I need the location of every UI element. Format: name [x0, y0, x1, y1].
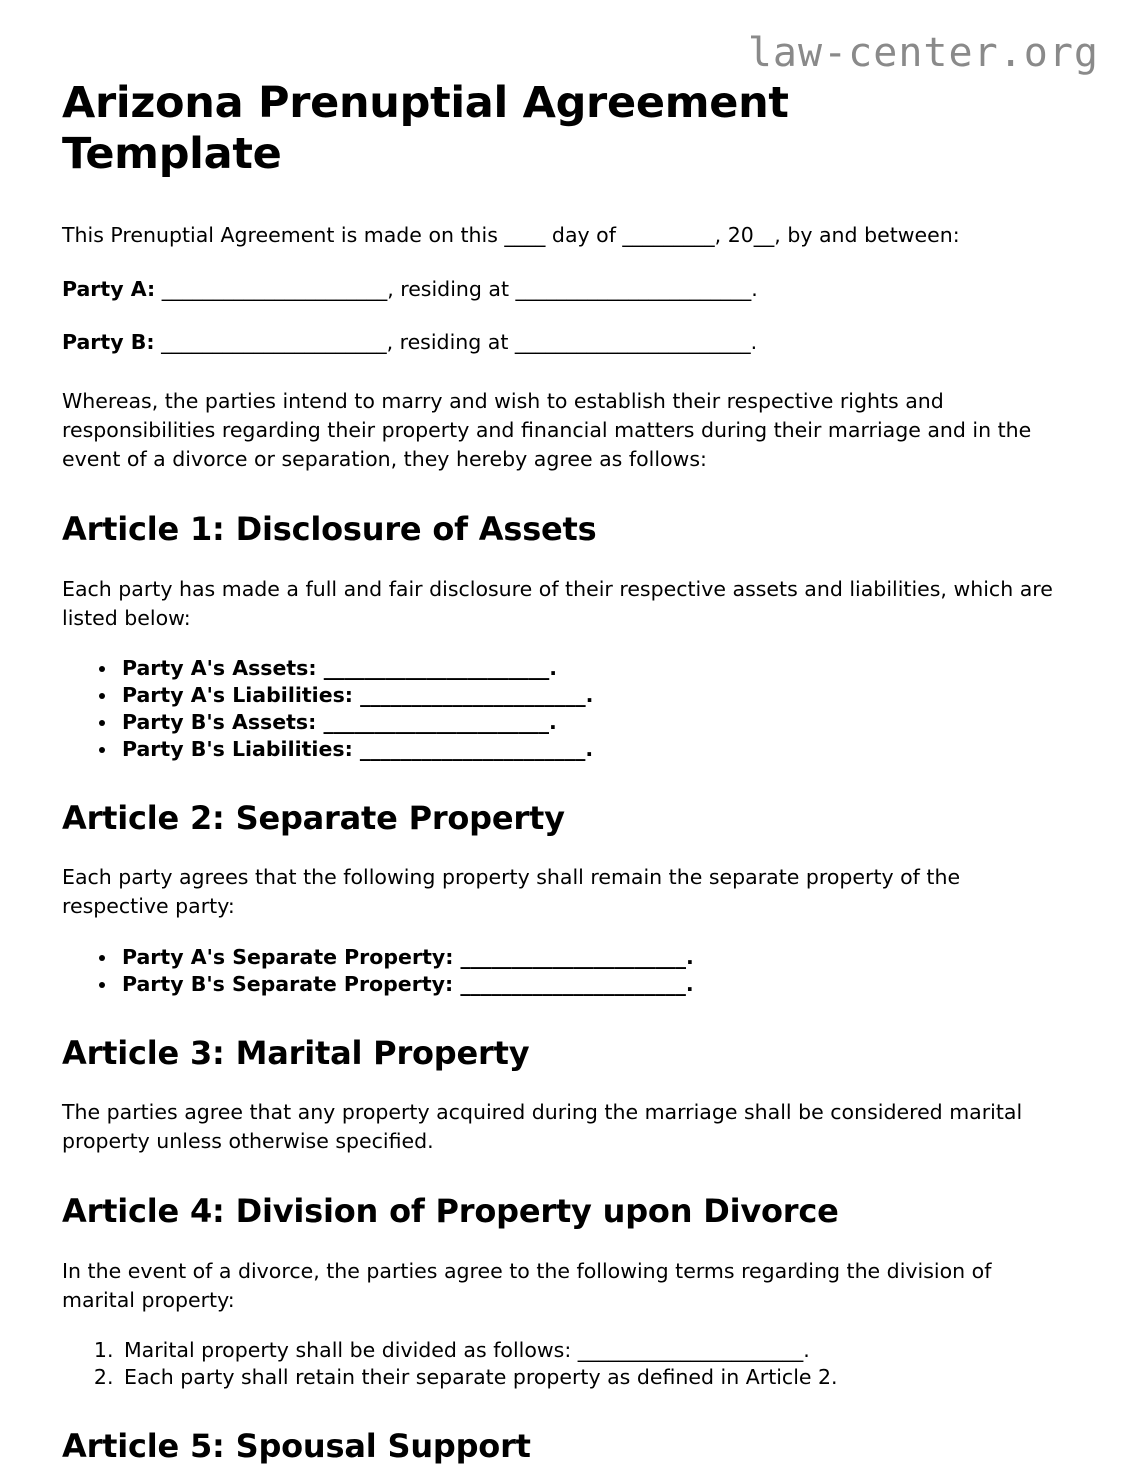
article-list-1 [62, 655, 1068, 763]
article-heading-3: Article 3: Marital Property [62, 1033, 530, 1072]
list-item: • Party B's Liabilities: ______________________. [118, 736, 1068, 763]
party-a-line [62, 275, 1068, 304]
article-body-3: The parties agree that any property acquired during the marriage shall be considered marital property unless otherwise specified. [62, 1100, 1023, 1154]
intro-paragraph: This Prenuptial Agreement is made on this ____ day of _________, 20__, by and between: [62, 223, 960, 248]
site-watermark: law-center.org [747, 30, 1099, 76]
list-item: • Party B's Assets: ______________________. [118, 709, 1068, 736]
party-a-label: Party A: [62, 276, 156, 301]
page-title: Arizona Prenuptial Agreement Template [62, 78, 789, 179]
whereas-paragraph: Whereas, the parties intend to marry and wish to establish their respective rights and responsibilities regarding their property and financial matters during their marriage and in the event of a divorce or separation, they hereby agree as follows: [62, 388, 1032, 472]
list-item: • Party A's Separate Property: ______________________. [118, 944, 1068, 971]
article-heading-4: Article 4: Division of Property upon Divorce [62, 1192, 839, 1231]
list-item: 2. Each party shall retain their separate property as defined in Article 2. [120, 1364, 1068, 1391]
article-body-1: Each party has made a full and fair disclosure of their respective assets and liabilities, which are listed below: [62, 576, 1053, 630]
party-a-blanks: ______________________, residing at _______________________. [155, 276, 758, 301]
party-b-label: Party B: [62, 329, 155, 354]
article-list-4 [62, 1337, 1068, 1391]
document-content [62, 78, 1068, 1466]
article-heading-5: Article 5: Spousal Support [62, 1426, 531, 1465]
article-heading-1: Article 1: Disclosure of Assets [62, 510, 597, 549]
article-body-2: Each party agrees that the following property shall remain the separate property of the respective party: [62, 865, 961, 919]
party-b-line [62, 328, 1068, 357]
article-list-2 [62, 944, 1068, 998]
list-item: • Party B's Separate Property: ______________________. [118, 971, 1068, 998]
list-item: • Party A's Liabilities: ______________________. [118, 682, 1068, 709]
article-body-4: In the event of a divorce, the parties agree to the following terms regarding the division of marital property: [62, 1258, 992, 1312]
party-b-blanks: ______________________, residing at _______________________. [154, 329, 758, 354]
article-heading-2: Article 2: Separate Property [62, 798, 565, 837]
list-item: 1. Marital property shall be divided as follows: ______________________. [120, 1337, 1068, 1364]
list-item: • Party A's Assets: ______________________. [118, 655, 1068, 682]
